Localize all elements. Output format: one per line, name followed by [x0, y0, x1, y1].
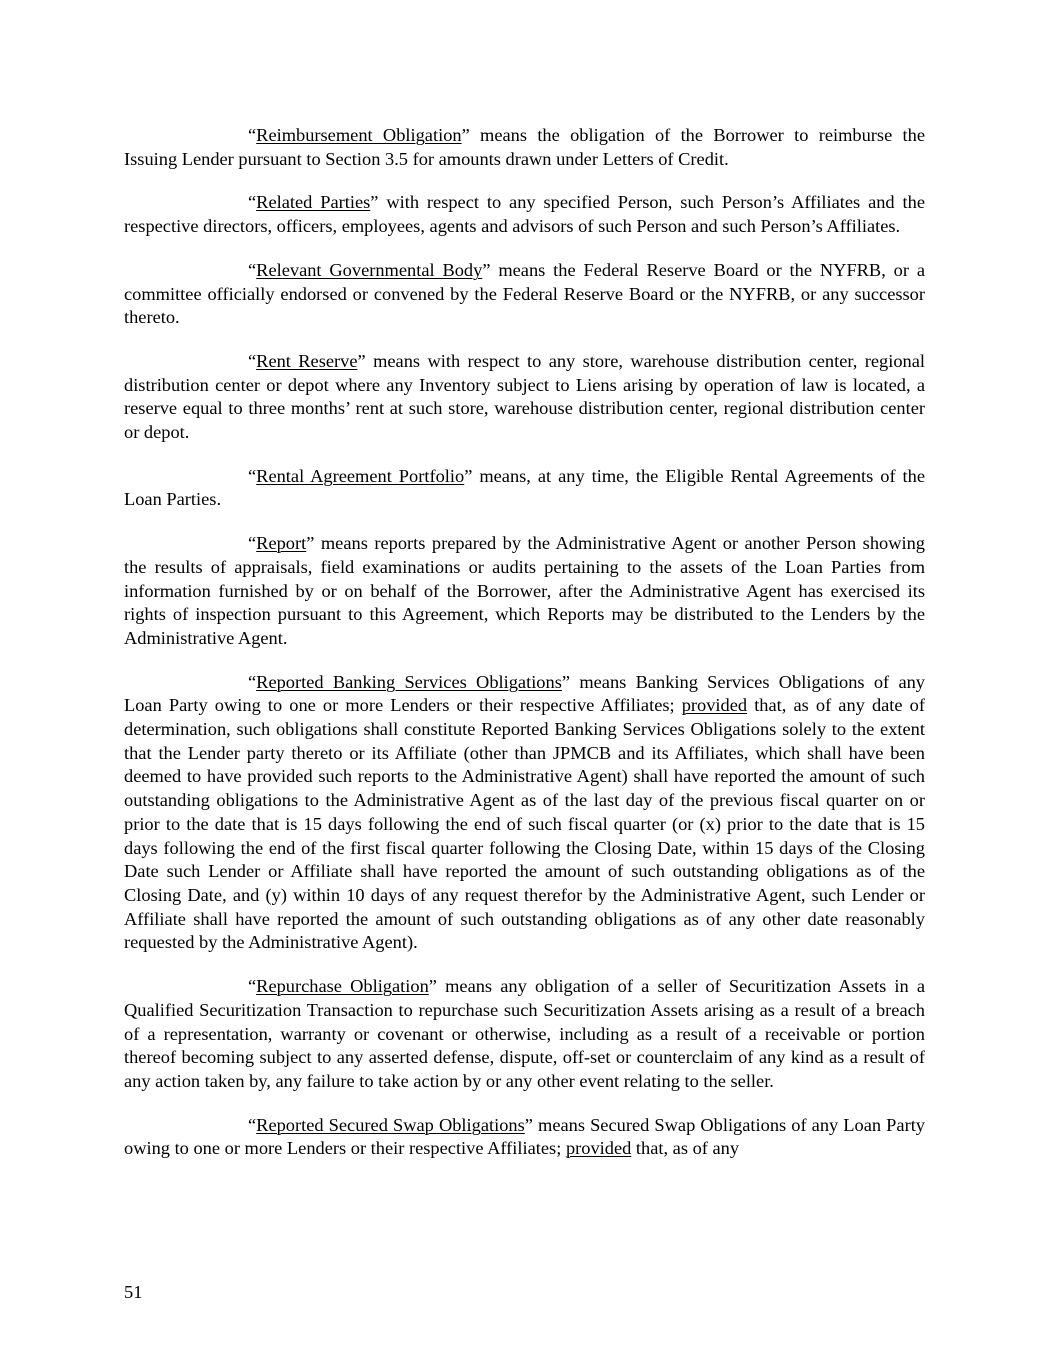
defined-term: Relevant Governmental Body — [256, 259, 483, 280]
open-quote: “ — [248, 350, 257, 371]
defined-term: Rent Reserve — [256, 350, 358, 371]
open-quote: “ — [248, 259, 257, 280]
definition-text: ” means any obligation of a seller of Securitization Assets in a Qualified Securitization Transaction to repurchase such Securitization Assets arising as a result of a breach of a representation, warranty or covenant or otherwise, including as a result of a receivable or portion thereof becoming subject to any asserted defense, dispute, off-set or counterclaim of any kind as a result of any action taken by, any failure to take action by or any other event relating to the seller. — [124, 976, 926, 1091]
open-quote: “ — [248, 976, 257, 997]
definition-report — [124, 532, 925, 651]
definition-text: ” means reports prepared by the Administrative Agent or another Person showing the results of appraisals, field examinations or audits pertaining to the assets of the Loan Parties from information furnished by or on behalf of the Borrower, after the Administrative Agent has exercised its rights of inspection pursuant to this Agreement, which Reports may be distributed to the Lenders by the Administrative Agent. — [124, 533, 925, 648]
defined-term: Repurchase Obligation — [256, 976, 429, 997]
definition-reported-banking-services-obligations — [124, 671, 925, 955]
definition-text-continued: that, as of any — [631, 1138, 740, 1159]
open-quote: “ — [248, 192, 257, 213]
defined-term: Report — [256, 533, 307, 554]
definition-text: ” means Banking Services Obligations of any Loan Party owing to one or more Lenders or their respective Affiliates; — [124, 671, 926, 716]
definition-related-parties — [124, 191, 925, 238]
defined-term: Reported Banking Services Obligations — [256, 671, 562, 692]
page-number: 51 — [124, 1282, 143, 1302]
definition-repurchase-obligation — [124, 975, 925, 1094]
definition-text: ” means Secured Swap Obligations of any Loan Party owing to one or more Lenders or their respective Affiliates; — [124, 1114, 925, 1159]
definition-reported-secured-swap-obligations — [124, 1114, 925, 1161]
defined-term: Rental Agreement Portfolio — [256, 465, 465, 486]
open-quote: “ — [248, 671, 257, 692]
definition-text: ” means the obligation of the Borrower to reimburse the Issuing Lender pursuant to Section 3.5 for amounts drawn under Letters of Credit. — [124, 125, 926, 169]
defined-term: Reported Secured Swap Obligations — [256, 1114, 525, 1135]
open-quote: “ — [248, 533, 257, 554]
definition-rent-reserve — [124, 350, 925, 445]
definition-relevant-governmental-body — [124, 259, 925, 330]
definition-reimbursement-obligation — [124, 124, 925, 171]
open-quote: “ — [248, 1114, 257, 1135]
defined-term: Related Parties — [256, 192, 371, 213]
definition-text-continued: that, as of any date of determination, such obligations shall constitute Reported Banking Services Obligations solely to the extent that the Lender party thereto or its Affiliate (other than JPMCB and its Affiliates, which shall have been deemed to have provided such reports to the Administrative Agent) shall have reported the amount of such outstanding obligations to the Administrative Agent as of the last day of the previous fiscal quarter on or prior to the date that is 15 days following the end of such fiscal quarter (or (x) prior to the date that is 15 days following the end of the first fiscal quarter following the Closing Date, within 15 days of the Closing Date such Lender or Affiliate shall have reported the amount of such outstanding obligations as of the Closing Date, and (y) within 10 days of any request therefor by the Administrative Agent, such Lender or Affiliate shall have reported the amount of such outstanding obligations as of any other date reasonably requested by the Administrative Agent). — [124, 695, 925, 953]
definition-text: ” means with respect to any store, warehouse distribution center, regional distribution center or depot where any Inventory subject to Liens arising by operation of law is located, a reserve equal to three months’ rent at such store, warehouse distribution center, regional distribution center or depot. — [124, 350, 925, 443]
open-quote: “ — [248, 125, 257, 145]
definition-text: ” means the Federal Reserve Board or the NYFRB, or a committee officially endorsed or convened by the Federal Reserve Board or the NYFRB, or any successor thereto. — [124, 259, 925, 328]
defined-term: Reimbursement Obligation — [256, 125, 462, 145]
open-quote: “ — [248, 465, 257, 486]
provided-term: provided — [565, 1138, 632, 1159]
provided-term: provided — [681, 695, 748, 716]
definition-text: ” means, at any time, the Eligible Rental Agreements of the Loan Parties. — [124, 465, 926, 510]
definition-text: ” with respect to any specified Person, such Person’s Affiliates and the respective directors, officers, employees, agents and advisors of such Person and such Person’s Affiliates. — [124, 192, 925, 237]
document-page — [124, 124, 925, 1181]
definition-rental-agreement-portfolio — [124, 465, 925, 512]
